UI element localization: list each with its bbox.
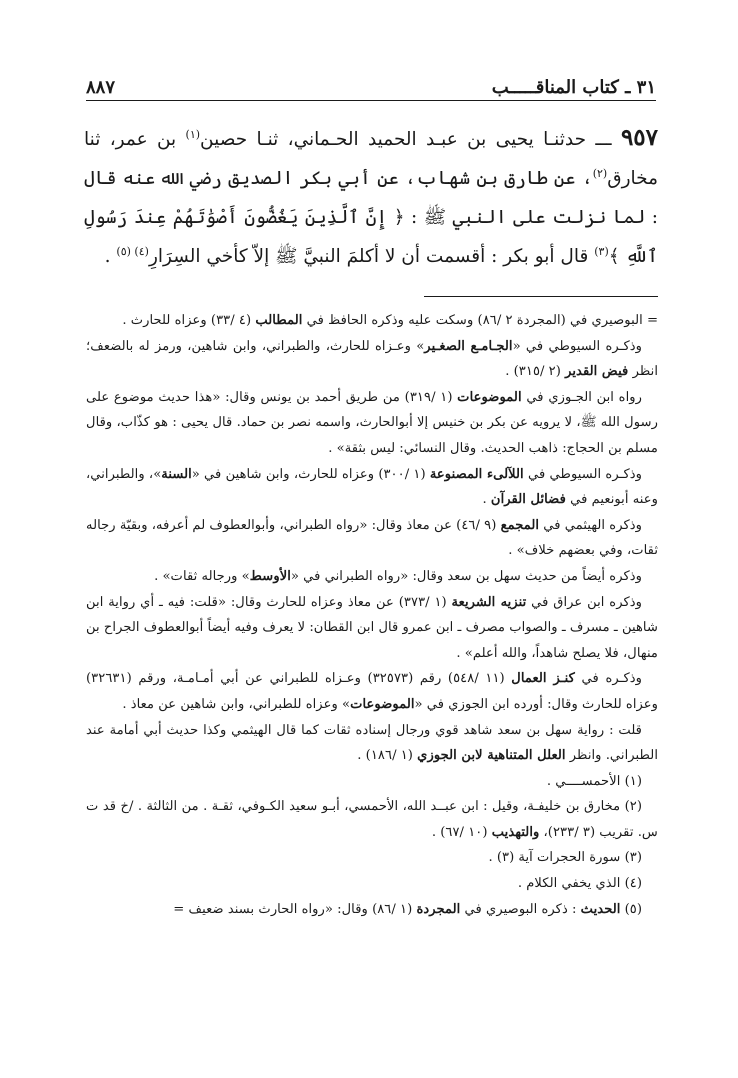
book-title: العلل المتناهية لابن الجوزي [417,748,566,764]
footnote-marker: (٤) [134,244,149,258]
footnote-2 [86,794,658,845]
chapter-title: ٣١ ـ كتاب المناقـــــب [491,76,656,98]
note-text: وذكـره السيوطي في [523,466,643,482]
book-title: فضائل القرآن [490,492,566,508]
book-title: الموضوعات [350,696,415,712]
note-text: (٥) [620,901,642,917]
note-text: قلت : رواية سهل بن سعد شاهد قوي ورجال إسناده ثقات كما قال الهيثمي وكذا حديث أبي أمامة عند الطبراني. وانظر [86,722,658,764]
hadith-text-part: . [104,246,117,267]
note-text: (١ /١٨٦) . [357,748,418,764]
note-text: . [482,492,491,508]
book-title: الحديث [580,901,621,917]
book-title: الموضوعات [457,389,522,405]
book-title: تنزيه الشريعة [451,594,527,610]
footnote-marker: (٥) [116,244,135,258]
hadith-text-part: بن عمر، ثنا مخارق [84,129,658,189]
footnote-paragraph [86,718,658,769]
note-text: (٢) مخارق بن خليفـة، وقيل : ابن عبــد الله، الأحمسي، أبـو سعيد الكـوفي، ثقـة . من الثالثة . /خ قد ت س. تقريب (٣ /٢٣٣)، [86,799,658,840]
hadith-text-part: قال أبو بكر : أقسمت أن لا أكلمَ النبيَّ ﷺ إلاّ كأخي السِرَارِ [148,246,595,267]
footnote-paragraph [86,308,658,334]
book-title: المطالب [255,313,303,328]
footnote-5 [86,897,658,923]
book-title: الجـامـع الصغـير [424,338,513,354]
footnote-paragraph [86,666,658,717]
note-text: (٩ /٤٦) عن معاذ وقال: «رواه الطبراني، وأبوالعطوف لم أعرفه، وبقيّة رجاله ثقات، وفي بعضهم خلاف» . [86,517,658,559]
running-header [86,74,656,101]
note-text: رواه ابن الجـوزي في [521,389,642,405]
book-title: المجردة [416,901,461,917]
book-title: والتهذيب [491,824,540,840]
note-text: وذكـره في [574,671,643,687]
note-text: (١٠ /٦٧) . [431,824,492,840]
note-text: = البوصيري في (المجردة ٢ /٨٦) وسكت عليه وذكره الحافظ في [302,313,658,328]
note-text: (١ /٣٠٠) وعزاه للحارث، وابن شاهين في « [191,466,430,482]
book-title: فيض القدير [565,364,629,380]
note-text: وذكره ابن عراق في [526,594,643,610]
footnote-paragraph [86,385,658,462]
footnote-marker: (١) [185,127,201,141]
note-text: (٢ /٣١٥) . [505,364,566,380]
footnote-marker: (٣) [594,244,609,258]
note-text: » وعـزاه للحارث، والطبراني، وابن شاهين، ورمز له بالضعف؛ انظر [86,338,658,380]
note-text: » وعزاه للطبراني، وابن شاهين عن معاذ . [122,696,351,712]
footnote-3: (٣) سورة الحجرات آية (٣) . [488,850,642,866]
footnotes [86,308,658,922]
footnote-paragraph [86,564,658,590]
footnote-paragraph [86,513,658,564]
book-title: كنـز العمال [511,671,575,687]
hadith-text [84,118,658,276]
book-title: المجمع [500,517,540,533]
note-text: : ذكره البوصيري في [460,901,581,917]
note-text: (١ /٨٦) وقال: «رواه الحارث بسند ضعيف = [173,901,417,917]
footnote-marker: (٢) [592,166,608,180]
note-text: وذكـره السيوطي في « [512,338,643,354]
note-text: (١ /٣١٩) من طريق أحمد بن يونس وقال: «هذا حديث موضوع على رسول الله ﷺ، لا يرويه عن بكر بن خنيس إلا أبوالحارث، واسمه نصر بن حماد. قال يحيى : هو كذّاب، وقال مسلم بن الحجاج: ذاهب الحديث. وقال النسائي: ليس بثقة» . [86,389,658,456]
hadith-text-part: ، عن طارق بن شهاب، عن أبي بكر الصديق رضي الله عنه قال : لما نزلت على النبي ﷺ : ﴿ إِنَّ ٱلَّذِينَ يَغُضُّونَ أَصْوَٰتَهُمْ عِندَ رَسُولِ ٱللَّهِ ﴾ [84,168,658,267]
note-text: (١ /٣٧٣) عن معاذ وعزاه للحارث وقال: «قلت: فيه ـ أي رواية ابن شاهين ـ مسرف ـ والصواب مصرف ـ ابن عمرو قال ابن القطان: لا يعرف وفيه أيضاً أبوالعطوف الجراح بن منهال، فلا يصلح شاهداً، والله أعلم» . [86,594,658,661]
book-title: السنة [161,466,192,482]
footnote-paragraph [86,462,658,513]
note-text: وذكره الهيثمي في [539,517,643,533]
page-number: ٨٨٧ [86,76,116,98]
hadith-paragraph [84,118,658,276]
note-text: (٤ /٣٣) وعزاه للحارث . [122,313,256,328]
footnote-paragraph [86,334,658,385]
note-text: وذكره أيضاً من حديث سهل بن سعد وقال: «رواه الطبراني في « [290,568,642,584]
book-title: اللآلىء المصنوعة [429,466,524,482]
note-text: (١١ /٥٤٨) رقم (٣٢٥٧٣) وعـزاه للطبراني عن أبي أمـامـة، ورقم (٣٢٦٣١) وعزاه للحارث وقال: أورده ابن الجوزي في « [86,671,658,712]
hadith-text-part: ـــ حدثنـا يحيى بن عبـد الحميد الحـماني، ثنـا حصين [200,129,621,150]
note-text: » ورجاله ثقات» . [154,568,250,584]
footnote-4: (٤) الذي يخفي الكلام . [517,876,642,892]
book-title: الأوسط [249,568,291,584]
note-text: »، والطبراني، وعنه أبونعيم في [86,466,658,508]
footnote-paragraph [86,590,658,667]
footnote-separator [424,296,658,297]
hadith-number: ٩٥٧ [620,124,658,151]
footnote-1: (١) الأحمســــي . [546,773,642,789]
